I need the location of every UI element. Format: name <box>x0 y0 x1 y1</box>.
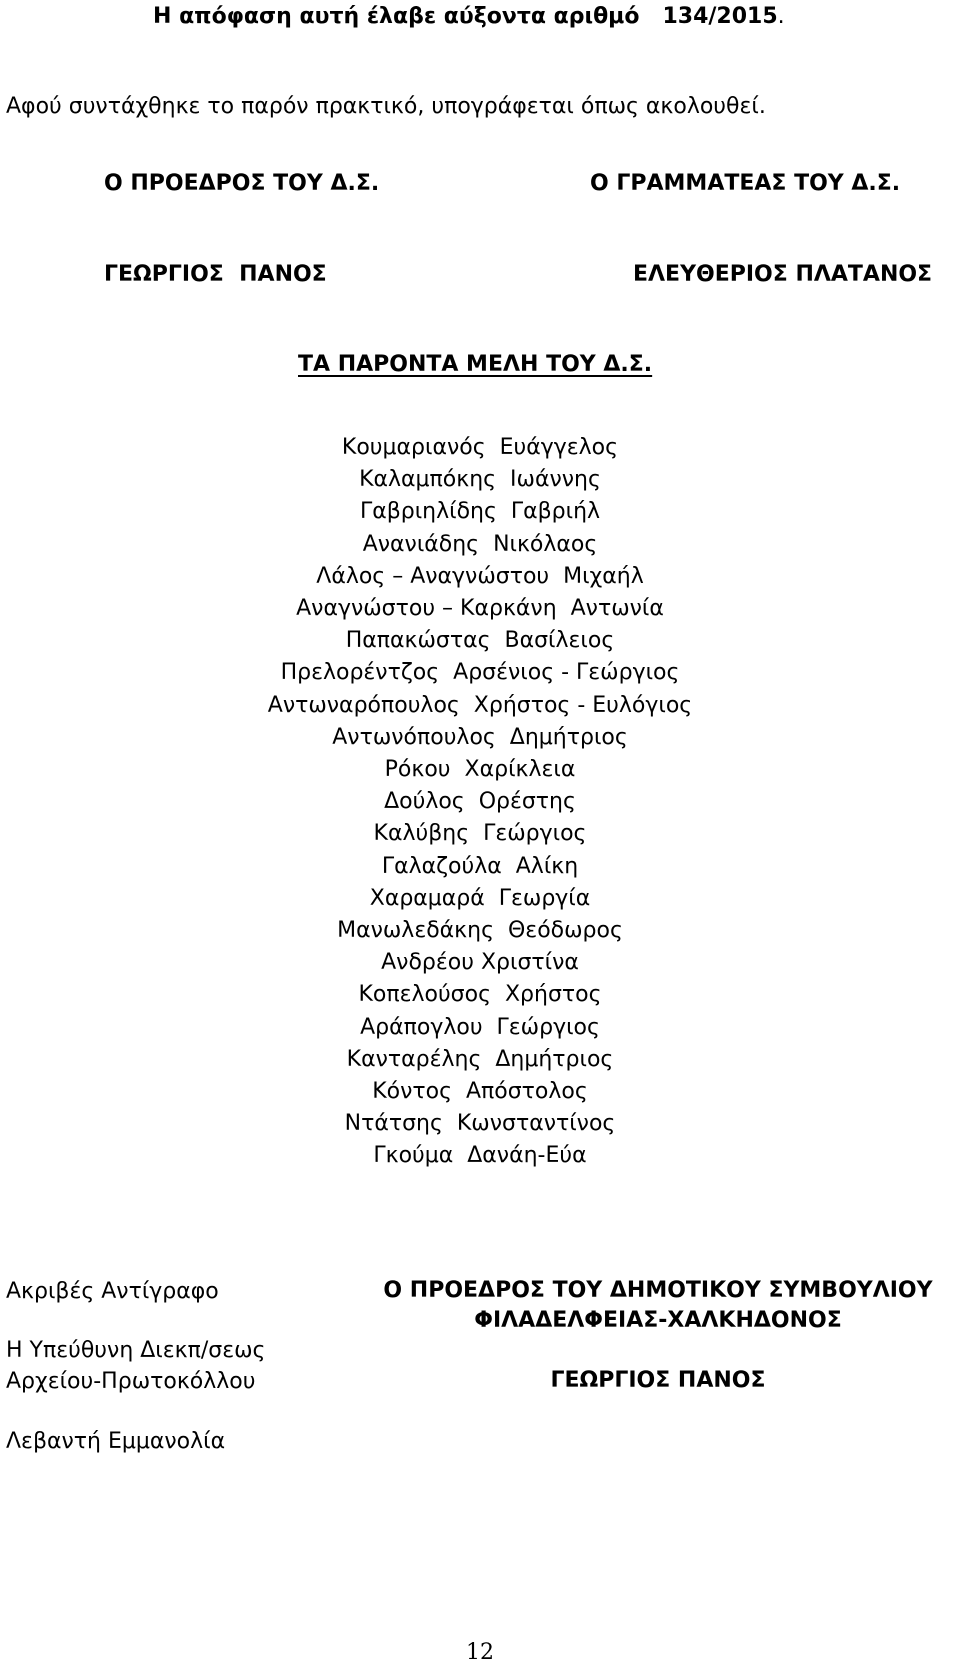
member-name: Κανταρέλης Δημήτριος <box>346 1046 614 1072</box>
decision-number: 134/2015 <box>662 4 778 29</box>
responsible-role: Η Υπεύθυνη Διεκπ/σεως <box>6 1338 266 1363</box>
member-name: Αντωναρόπουλος Χρήστος - Ευλόγιος <box>267 692 693 718</box>
decision-statement <box>153 4 785 29</box>
signed-statement: Αφού συντάχθηκε το παρόν πρακτικό, υπογράφεται όπως ακολουθεί. <box>6 94 766 119</box>
member-name: Μανωλεδάκης Θεόδωρος <box>337 918 623 944</box>
member-name: Παπακώστας Βασίλειος <box>345 628 615 654</box>
council-president-name: ΓΕΩΡΓΙΟΣ ΠΑΝΟΣ <box>550 1368 766 1393</box>
certified-copy-label: Ακριβές Αντίγραφο <box>6 1279 219 1304</box>
council-president-title: Ο ΠΡΟΕΔΡΟΣ ΤΟΥ ΔΗΜΟΤΙΚΟΥ ΣΥΜΒΟΥΛΙΟΥ ΦΙΛΑΔΕΛΦΕΙΑΣ-ΧΑΛΚΗΔΟΝΟΣ <box>383 1278 933 1333</box>
member-name: Κοπελούσος Χρήστος <box>358 982 602 1008</box>
member-name: Ανδρέου Χριστίνα <box>381 950 579 976</box>
member-name: Ρόκου Χαρίκλεια <box>384 757 576 783</box>
member-name: Αράπογλου Γεώργιος <box>360 1014 600 1040</box>
member-name: Λάλος – Αναγνώστου Μιχαήλ <box>316 563 644 589</box>
decision-period: . <box>777 4 785 29</box>
member-name: Καλύβης Γεώργιος <box>373 821 587 847</box>
member-name: Αντωνόπουλος Δημήτριος <box>332 724 628 750</box>
members-list <box>0 432 960 1173</box>
official-name: Λεβαντή Εμμανολία <box>6 1429 226 1454</box>
president-name: ΓΕΩΡΓΙΟΣ ΠΑΝΟΣ <box>104 262 327 287</box>
member-name: Κουμαριανός Ευάγγελος <box>341 435 619 460</box>
decision-text: Η απόφαση αυτή έλαβε αύξοντα αριθμό <box>153 4 640 29</box>
page-number: 12 <box>466 1640 494 1665</box>
secretary-title: Ο ΓΡΑΜΜΑΤΕΑΣ ΤΟΥ Δ.Σ. <box>590 171 901 196</box>
member-name: Ανανιάδης Νικόλαος <box>362 531 598 557</box>
president-title: Ο ΠΡΟΕΔΡΟΣ ΤΟΥ Δ.Σ. <box>104 171 380 196</box>
archive-department: Αρχείου-Πρωτοκόλλου <box>6 1369 256 1394</box>
member-name: Γκούμα Δανάη-Εύα <box>373 1143 587 1169</box>
member-name: Καλαμπόκης Ιωάννης <box>359 467 601 493</box>
members-heading: ΤΑ ΠΑΡΟΝΤΑ ΜΕΛΗ ΤΟΥ Δ.Σ. <box>298 352 653 377</box>
member-name: Χαραμαρά Γεωργία <box>369 885 591 911</box>
member-name: Δούλος Ορέστης <box>384 789 576 815</box>
member-name: Πρελορέντζος Αρσένιος - Γεώργιος <box>280 660 680 686</box>
member-name: Ντάτσης Κωνσταντίνος <box>344 1111 616 1137</box>
member-name: Αναγνώστου – Καρκάνη Αντωνία <box>296 596 664 622</box>
member-name: Γαλαζούλα Αλίκη <box>381 853 579 879</box>
member-name: Κόντος Απόστολος <box>372 1079 588 1105</box>
secretary-name: ΕΛΕΥΘΕΡΙΟΣ ΠΛΑΤΑΝΟΣ <box>633 262 933 287</box>
member-name: Γαβριηλίδης Γαβριήλ <box>359 499 601 525</box>
